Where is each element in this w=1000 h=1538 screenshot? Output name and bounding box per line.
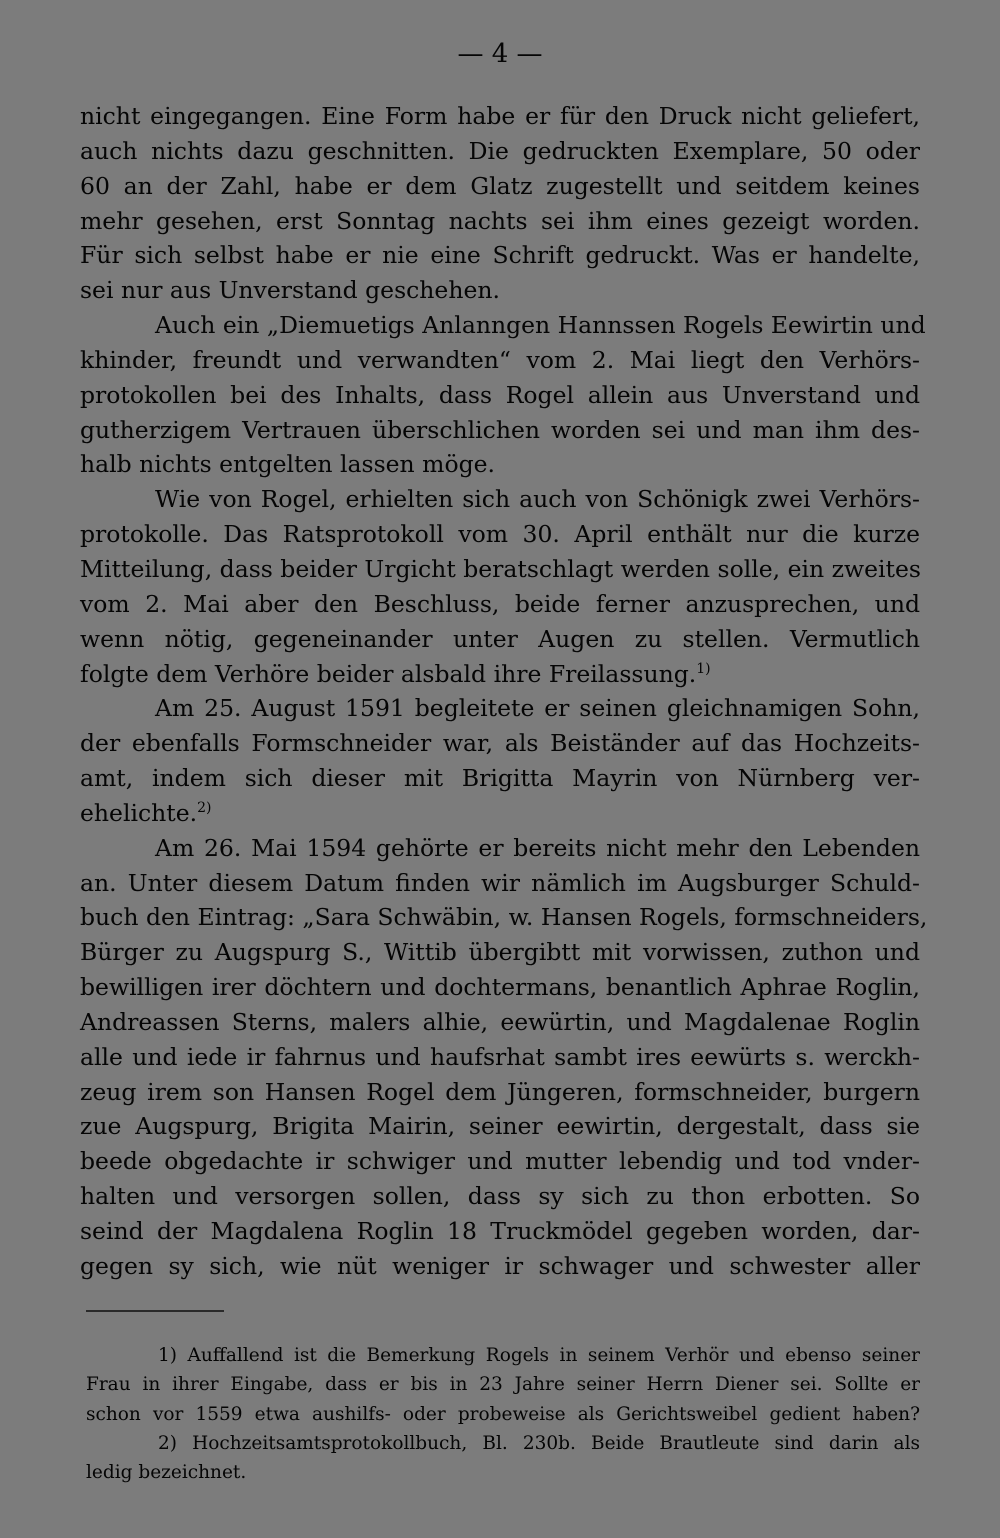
text-line-text: gutherzigem Vertrauen überschlichen worden sei und man ihm des- bbox=[80, 415, 920, 444]
footnote-line bbox=[86, 1458, 920, 1487]
text-line-text: der ebenfalls Formschneider war, als Beiständer auf das Hochzeits- bbox=[80, 729, 920, 758]
footnote-reference: 1) bbox=[696, 660, 711, 677]
text-line bbox=[80, 622, 920, 657]
text-line-text: wenn nötig, gegeneinander unter Augen zu stellen. Vermutlich bbox=[80, 624, 920, 653]
text-line bbox=[80, 1109, 920, 1144]
footnote-line-text: 1) Auffallend ist die Bemerkung Rogels in seinem Verhör und ebenso seiner bbox=[158, 1345, 920, 1366]
text-line-text: gegen sy sich, wie nüt weniger ir schwager und schwester aller bbox=[80, 1251, 920, 1280]
text-line-text: seind der Magdalena Roglin 18 Truckmödel gegeben worden, dar- bbox=[80, 1217, 920, 1245]
text-line-text: beede obgedachte ir schwiger und mutter lebendig und tod vnder- bbox=[80, 1147, 920, 1176]
text-line-text: sei nur aus Unverstand geschehen. bbox=[80, 276, 500, 305]
footnote-line bbox=[86, 1429, 920, 1458]
text-line bbox=[80, 587, 920, 622]
text-line bbox=[80, 726, 920, 761]
text-line bbox=[80, 308, 926, 343]
text-line-text: Bürger zu Augspurg S., Wittib übergibtt mit vorwissen, zuthon und bbox=[80, 938, 920, 967]
text-line-text: nicht eingegangen. Eine Form habe er für den Druck nicht geliefert, bbox=[80, 102, 920, 130]
text-line-text: Wie von Rogel, erhielten sich auch von Schönigk zwei Verhörs- bbox=[155, 485, 920, 514]
text-line-text: Auch ein „Diemuetigs Anlanngen Hannssen Rogels Eewirtin und bbox=[155, 311, 926, 340]
page-number: — 4 — bbox=[457, 39, 543, 69]
text-line-text: zeug irem son Hansen Rogel dem Jüngeren, formschneider, burgern bbox=[80, 1077, 920, 1106]
text-line bbox=[80, 761, 920, 796]
text-line bbox=[80, 1005, 920, 1040]
text-line-text: zue Augspurg, Brigita Mairin, seiner eewirtin, dergestalt, dass sie bbox=[80, 1112, 920, 1141]
text-line-text: Für sich selbst habe er nie eine Schrift gedruckt. Was er handelte, bbox=[80, 241, 920, 270]
footnote-separator bbox=[86, 1310, 224, 1312]
text-line bbox=[80, 447, 920, 482]
text-line bbox=[80, 1249, 920, 1284]
text-line bbox=[80, 552, 920, 587]
text-line-text: ehelichte. bbox=[80, 798, 198, 827]
text-line bbox=[80, 831, 920, 866]
text-line-text: buch den Eintrag: „Sara Schwäbin, w. Hansen Rogels, formschneiders, bbox=[80, 903, 928, 932]
text-line bbox=[80, 657, 920, 692]
text-line-text: halten und versorgen sollen, dass sy sich zu thon erbotten. So bbox=[80, 1182, 920, 1211]
text-line bbox=[80, 343, 920, 378]
text-line bbox=[80, 866, 920, 901]
text-line bbox=[80, 691, 920, 726]
footnote-line bbox=[86, 1370, 920, 1399]
text-line bbox=[80, 1040, 920, 1075]
text-line bbox=[80, 1179, 920, 1214]
text-line-text: 60 an der Zahl, habe er dem Glatz zugestellt und seitdem keines bbox=[80, 171, 920, 200]
text-line-text: an. Unter diesem Datum finden wir nämlich im Augsburger Schuld- bbox=[80, 868, 920, 897]
text-line-text: Am 26. Mai 1594 gehörte er bereits nicht mehr den Lebenden bbox=[155, 833, 920, 862]
text-line-text: folgte dem Verhöre beider alsbald ihre Freilassung. bbox=[80, 659, 697, 688]
text-line bbox=[80, 970, 920, 1005]
footnote-line-text: 2) Hochzeitsamtsprotokollbuch, Bl. 230b. Beide Brautleute sind darin als bbox=[158, 1432, 920, 1454]
text-line bbox=[80, 134, 920, 169]
footnote-line bbox=[86, 1400, 920, 1429]
text-line bbox=[80, 273, 920, 308]
text-line-text: mehr gesehen, erst Sonntag nachts sei ihm eines gezeigt worden. bbox=[80, 206, 920, 235]
text-line-text: khinder, freundt und verwandten“ vom 2. Mai liegt den Verhörs- bbox=[80, 345, 920, 374]
text-line bbox=[80, 1075, 920, 1110]
text-line-text: vom 2. Mai aber den Beschluss, beide ferner anzusprechen, und bbox=[80, 589, 920, 618]
text-line bbox=[80, 1214, 920, 1249]
body-text bbox=[80, 99, 928, 1284]
text-line bbox=[80, 482, 920, 517]
text-line bbox=[80, 413, 920, 448]
footnote-line bbox=[86, 1341, 920, 1370]
text-line-text: Mitteilung, dass beider Urgicht beratschlagt werden solle, ein zweites bbox=[80, 554, 921, 583]
text-line bbox=[80, 796, 920, 831]
text-line bbox=[80, 517, 920, 552]
text-line bbox=[80, 935, 920, 970]
footnote-reference: 2) bbox=[197, 799, 212, 816]
text-line bbox=[80, 238, 920, 273]
text-line-text: protokolle. Das Ratsprotokoll vom 30. April enthält nur die kurze bbox=[80, 520, 920, 549]
footnote-line-text: schon vor 1559 etwa aushilfs- oder probeweise als Gerichtsweibel gedient haben? bbox=[86, 1403, 920, 1425]
text-line-text: bewilligen irer döchtern und dochtermans, benantlich Aphrae Roglin, bbox=[80, 973, 920, 1002]
text-line bbox=[80, 900, 928, 935]
text-line bbox=[80, 169, 920, 204]
text-line-text: protokollen bei des Inhalts, dass Rogel allein aus Unverstand und bbox=[80, 380, 920, 409]
text-line bbox=[80, 99, 920, 134]
text-line-text: auch nichts dazu geschnitten. Die gedruckten Exemplare, 50 oder bbox=[80, 136, 920, 165]
text-line-text: amt, indem sich dieser mit Brigitta Mayrin von Nürnberg ver- bbox=[80, 764, 920, 793]
text-line bbox=[80, 204, 920, 239]
text-line-text: Andreassen Sterns, malers alhie, eewürtin, und Magdalenae Roglin bbox=[80, 1007, 920, 1036]
footnote-line-text: Frau in ihrer Eingabe, dass er bis in 23 Jahre seiner Herrn Diener sei. Sollte er bbox=[86, 1374, 920, 1396]
text-line bbox=[80, 378, 920, 413]
text-line-text: alle und iede ir fahrnus und haufsrhat sambt ires eewürts s. werckh- bbox=[80, 1042, 920, 1071]
text-line-text: Am 25. August 1591 begleitete er seinen gleichnamigen Sohn, bbox=[155, 694, 920, 723]
text-line-text: halb nichts entgelten lassen möge. bbox=[80, 450, 496, 479]
footnote-line-text: ledig bezeichnet. bbox=[86, 1462, 247, 1484]
text-line bbox=[80, 1144, 920, 1179]
footnotes bbox=[86, 1341, 920, 1487]
